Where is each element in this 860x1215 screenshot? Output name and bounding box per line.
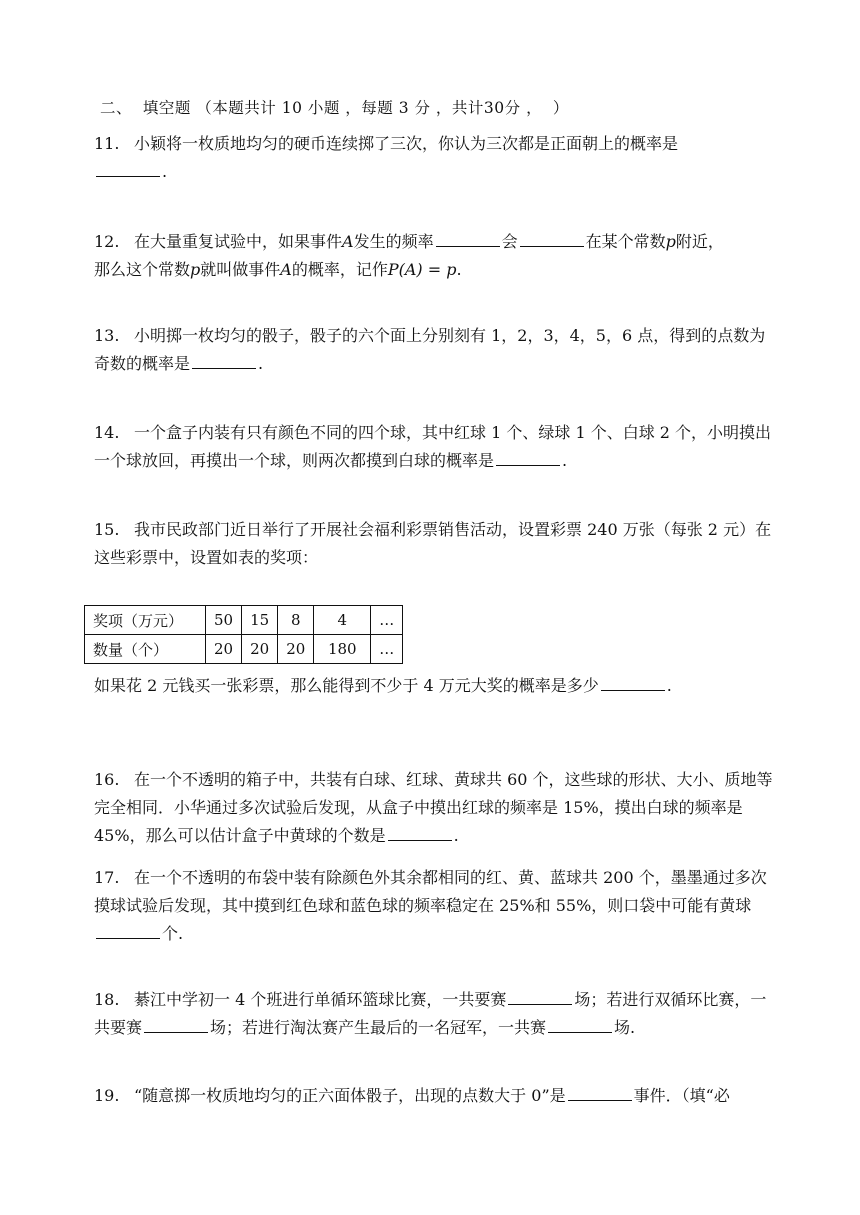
- question-11: [94, 130, 774, 186]
- question-text: 场；若进行双循环比赛，一共要赛: [94, 990, 767, 1037]
- answer-blank: [144, 1031, 208, 1033]
- table-header-cell: 奖项（万元）: [85, 606, 206, 635]
- question-number: 16.: [94, 770, 120, 789]
- answer-blank: [388, 839, 452, 841]
- answer-blank: [520, 245, 584, 247]
- variable-a: A: [280, 260, 292, 279]
- question-number: 17.: [94, 868, 120, 887]
- question-15: [94, 516, 774, 572]
- question-text: 綦江中学初一 4 个班进行单循环篮球比赛，一共要赛: [134, 990, 507, 1009]
- question-text: 在一个不透明的布袋中装有除颜色外其余都相同的红、黄、蓝球共 200 个，墨墨通过多次摸球试验后发现，其中摸到红色球和蓝色球的频率稳定在 25%和 55%，则口袋中可能有黄球: [94, 868, 767, 915]
- question-17: [94, 864, 774, 948]
- question-text: 小明掷一枚均匀的骰子，骰子的六个面上分别刻有 1，2，3，4，5，6 点，得到的点数为奇数的概率是: [94, 326, 766, 373]
- question-number: 18.: [94, 990, 120, 1009]
- section-title: 二、 填空题 （本题共计 10 小题 ，每题 3 分 ，共计30分 ， ）: [100, 99, 569, 117]
- question-text: 场；若进行淘汰赛产生最后的一名冠军，一共赛: [210, 1018, 547, 1037]
- question-text: 在某个常数: [585, 232, 666, 251]
- question-text-end: .: [162, 162, 168, 181]
- question-number: 15.: [94, 520, 120, 539]
- question-text-end: .: [456, 260, 462, 279]
- question-text: 在一个不透明的箱子中，共装有白球、红球、黄球共 60 个，这些球的形状、大小、质地等完全相同．小华通过多次试验后发现，从盒子中摸出红球的频率是 15%，摸出白球的频率是 45%，那么可以估计盒子中黄球的个数是: [94, 770, 773, 845]
- table-cell: 15: [242, 606, 278, 635]
- answer-blank: [496, 464, 560, 466]
- question-text: 的概率，记作: [291, 260, 388, 279]
- question-text: “随意掷一枚质地均匀的正六面体骰子，出现的点数大于 0”是: [134, 1086, 566, 1105]
- formula: P(A) = p: [387, 260, 457, 279]
- table-cell: …: [371, 606, 403, 635]
- question-number: 11.: [94, 134, 120, 153]
- question-16: [94, 766, 774, 850]
- question-text-end: 个.: [162, 924, 184, 943]
- table-cell: 50: [206, 606, 242, 635]
- variable-p: p: [665, 232, 676, 251]
- question-13: [94, 322, 774, 378]
- question-text-end: 场.: [614, 1018, 636, 1037]
- question-12: [94, 228, 774, 284]
- question-text: 我市民政部门近日举行了开展社会福利彩票销售活动，设置彩票 240 万张（每张 2 元）在这些彩票中，设置如表的奖项：: [94, 520, 772, 567]
- question-text: 发生的频率: [353, 232, 434, 251]
- question-19: [94, 1082, 774, 1110]
- table-cell: 20: [206, 635, 242, 664]
- question-text: 就叫做事件: [200, 260, 281, 279]
- prize-table: [84, 605, 403, 664]
- answer-blank: [601, 689, 665, 691]
- question-18: [94, 986, 774, 1042]
- question-14: [94, 419, 774, 475]
- answer-blank: [96, 937, 160, 939]
- table-cell: …: [371, 635, 403, 664]
- question-text: 小颖将一枚质地均匀的硬币连续掷了三次，你认为三次都是正面朝上的概率是: [134, 134, 679, 153]
- question-text: 会: [501, 232, 518, 251]
- question-text: 如果花 2 元钱买一张彩票，那么能得到不少于 4 万元大奖的概率是多少: [94, 676, 599, 695]
- answer-blank: [192, 367, 256, 369]
- answer-blank: [436, 245, 500, 247]
- question-15-followup: [94, 672, 774, 700]
- question-text: 在大量重复试验中，如果事件: [134, 232, 343, 251]
- question-text-end: .: [258, 354, 264, 373]
- table-cell: 8: [278, 606, 314, 635]
- table-cell: 4: [314, 606, 371, 635]
- answer-blank: [568, 1099, 632, 1101]
- question-text-end: .: [453, 826, 459, 845]
- question-text: 一个盒子内装有只有颜色不同的四个球，其中红球 1 个、绿球 1 个、白球 2 个，小明摸出一个球放回，再摸出一个球，则两次都摸到白球的概率是: [94, 423, 772, 470]
- question-text: 事件．（填“必: [633, 1086, 730, 1105]
- question-text: 那么这个常数: [94, 260, 191, 279]
- table-header-cell: 数量（个）: [85, 635, 206, 664]
- question-text: 附近，: [675, 232, 724, 251]
- question-number: 13.: [94, 326, 120, 345]
- answer-blank: [96, 175, 160, 177]
- table-cell: 20: [242, 635, 278, 664]
- answer-blank: [508, 1003, 572, 1005]
- question-number: 14.: [94, 423, 120, 442]
- variable-p: p: [190, 260, 201, 279]
- table-row: [85, 635, 403, 664]
- question-text-end: .: [562, 451, 568, 470]
- table-row: [85, 606, 403, 635]
- question-number: 12.: [94, 232, 120, 251]
- question-text-end: .: [666, 676, 672, 695]
- answer-blank: [548, 1031, 612, 1033]
- question-number: 19.: [94, 1086, 120, 1105]
- table-cell: 180: [314, 635, 371, 664]
- table-cell: 20: [278, 635, 314, 664]
- variable-a: A: [342, 232, 354, 251]
